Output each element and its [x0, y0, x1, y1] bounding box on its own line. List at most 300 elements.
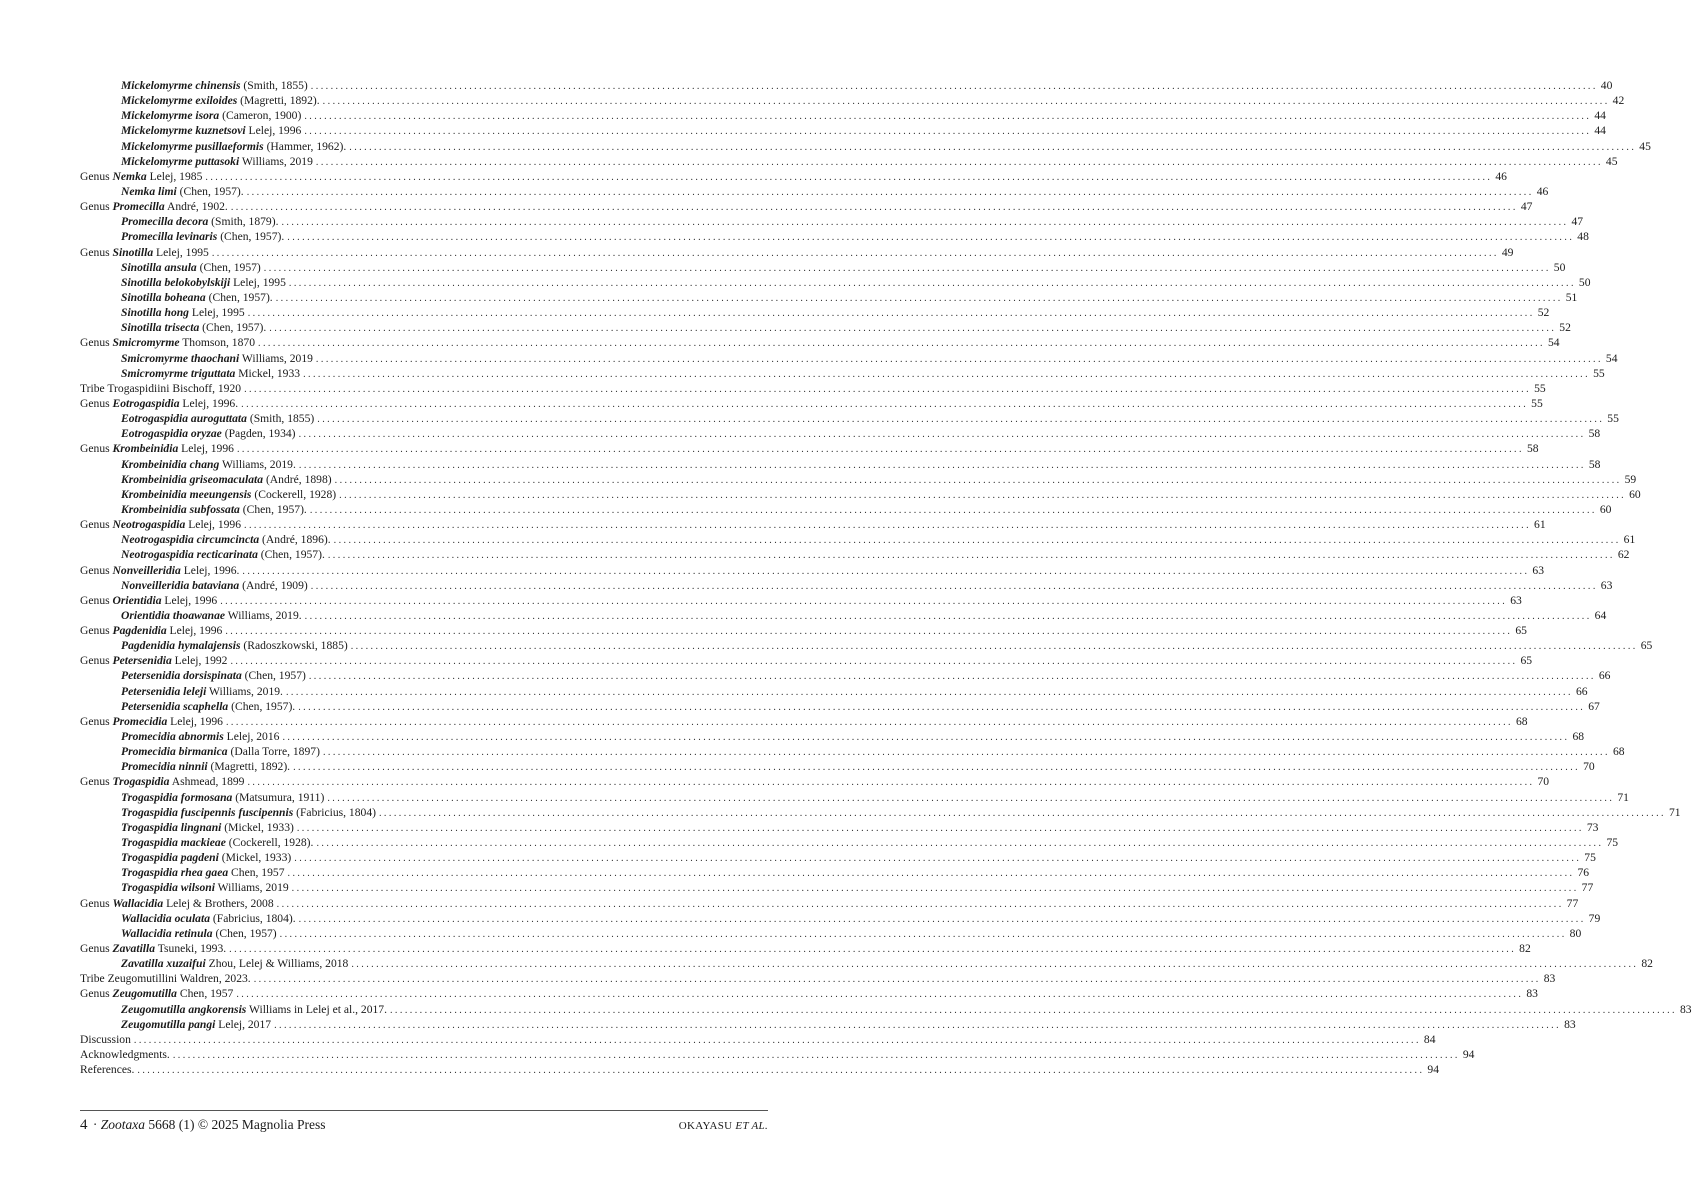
toc-entry [80, 699, 1600, 714]
toc-entry [80, 517, 1546, 532]
toc-entry-name: Promecilla decora [121, 215, 209, 229]
toc-entry-page: 60 [1599, 502, 1612, 516]
toc-entry-page: 59 [1624, 472, 1637, 486]
toc-entry [80, 229, 1589, 244]
toc-entry-page: 49 [1501, 245, 1514, 259]
toc-entry-name: Trogaspidia formosana [121, 790, 233, 804]
toc-entry-name: Wallacidia [112, 896, 164, 910]
toc-entry [80, 563, 1545, 578]
toc-entry [80, 956, 1653, 971]
toc-entry-name: Promecidia [112, 714, 168, 728]
toc-entry [80, 123, 1606, 138]
toc-entry-name: Sinotilla belokobylskiji [121, 275, 231, 289]
toc-entry-authority: (Cameron, 1900) [219, 109, 302, 123]
dot-leader: .................................................................................................................................................................................................................................................................... [287, 868, 1575, 880]
toc-entry-authority: (Chen, 1957). [217, 230, 285, 244]
dot-leader: .................................................................................................................................................................................................................................................................... [230, 202, 1518, 214]
toc-entry [80, 320, 1571, 335]
toc-entry-name: Smicromyrme [112, 336, 180, 350]
toc-entry-authority: Lelej, 1985 [146, 169, 203, 183]
toc-entry-prefix: Genus [80, 624, 113, 638]
toc-entry-page: 70 [1537, 775, 1550, 789]
toc-entry [80, 744, 1625, 759]
toc-entry [80, 502, 1612, 517]
dot-leader: .................................................................................................................................................................................................................................................................... [172, 1050, 1460, 1061]
toc-entry-prefix: Genus [80, 396, 113, 410]
footer-divider [80, 1110, 768, 1111]
dot-leader: .................................................................................................................................................................................................................................................................... [389, 1004, 1677, 1016]
toc-entry-name: Mickelomyrme kuznetsovi [121, 124, 246, 138]
dot-leader: .................................................................................................................................................................................................................................................................... [241, 398, 1529, 410]
toc-entry-name: Tribe Zeugomutillini Waldren, 2023. [80, 972, 251, 986]
toc-entry [80, 335, 1560, 350]
toc-entry [80, 426, 1601, 441]
toc-entry [80, 1017, 1576, 1032]
toc-entry-authority: (Chen, 1957). [199, 321, 267, 335]
toc-entry-page: 47 [1571, 215, 1584, 229]
toc-entry-page: 62 [1617, 548, 1630, 562]
toc-entry-prefix: Genus [80, 169, 113, 183]
table-of-contents [80, 78, 1692, 1077]
toc-entry [80, 820, 1599, 835]
toc-entry-name: Wallacidia retinula [121, 926, 213, 940]
running-authors [679, 1120, 768, 1132]
toc-entry-label [121, 684, 283, 699]
dot-leader: .................................................................................................................................................................................................................................................................... [274, 1019, 1562, 1031]
toc-entry [80, 805, 1681, 820]
toc-entry-name: Pagdenidia [112, 624, 167, 638]
toc-entry-name: Zeugomutilla [112, 987, 177, 1001]
toc-entry-authority: Chen, 1957 [228, 866, 285, 880]
toc-entry-page: 83 [1564, 1017, 1576, 1031]
dot-leader: .................................................................................................................................................................................................................................................................... [244, 520, 1532, 532]
dot-leader: .................................................................................................................................................................................................................................................................... [298, 701, 1586, 713]
toc-entry-label [121, 411, 314, 426]
toc-entry-page: 64 [1594, 608, 1607, 622]
toc-entry-label [80, 774, 244, 789]
toc-entry-prefix: Genus [80, 442, 113, 456]
toc-entry-authority: (Mickel, 1933) [218, 851, 292, 865]
toc-entry-name: Sinotilla boheana [121, 290, 206, 304]
toc-entry [80, 245, 1514, 260]
toc-entry-page: 58 [1588, 427, 1601, 441]
toc-entry-authority: (Smith, 1855) [246, 412, 315, 426]
toc-entry [80, 835, 1619, 850]
toc-entry-authority: André, 1902. [164, 200, 228, 214]
dot-leader: .................................................................................................................................................................................................................................................................... [293, 762, 1581, 774]
dot-leader: .................................................................................................................................................................................................................................................................... [350, 641, 1638, 653]
toc-entry-authority: Tsuneki, 1993. [155, 942, 227, 956]
toc-entry [80, 351, 1618, 366]
toc-entry [80, 578, 1613, 593]
toc-entry-authority: (Chen, 1957) [212, 926, 277, 940]
toc-entry-authority: Williams, 2019 [239, 154, 313, 168]
toc-entry-name: Zeugomutilla angkorensis [121, 1002, 247, 1016]
toc-entry-name: Wallacidia oculata [121, 911, 210, 925]
toc-entry-page: 63 [1510, 593, 1522, 607]
toc-entry [80, 729, 1585, 744]
toc-entry-page: 65 [1640, 639, 1653, 653]
toc-entry-authority: (Cockerell, 1928). [225, 836, 314, 850]
dot-leader: .................................................................................................................................................................................................................................................................... [253, 974, 1541, 986]
dot-leader: .................................................................................................................................................................................................................................................................... [291, 883, 1579, 895]
dot-leader: .................................................................................................................................................................................................................................................................... [296, 822, 1584, 834]
toc-entry-label [121, 850, 291, 865]
toc-entry-name: Sinotilla hong [121, 306, 189, 320]
toc-entry-name: Trogaspidia wilsoni [121, 881, 215, 895]
toc-entry [80, 169, 1507, 184]
toc-entry-page: 77 [1566, 896, 1579, 910]
dot-leader: .................................................................................................................................................................................................................................................................... [230, 656, 1518, 668]
toc-entry-name: Orientidia thoawanae [121, 608, 226, 622]
toc-entry-authority: Chen, 1957 [176, 987, 234, 1001]
toc-entry-page: 94 [1462, 1048, 1475, 1061]
toc-entry-authority: Lelej, 1996 [245, 124, 302, 138]
toc-entry-authority: Lelej, 1996 [178, 442, 234, 456]
toc-entry-prefix: Genus [80, 518, 113, 532]
toc-entry-page: 52 [1559, 321, 1571, 335]
toc-entry-authority: Mickel, 1933 [235, 366, 301, 380]
toc-entry [80, 214, 1584, 229]
toc-entry-name: Petersenidia leleji [121, 684, 207, 698]
toc-entry-authority: Lelej, 1996 [185, 518, 242, 532]
toc-entry-name: Mickelomyrme puttasoki [121, 154, 240, 168]
dot-leader: .................................................................................................................................................................................................................................................................... [333, 535, 1621, 547]
toc-entry-label [121, 154, 313, 169]
toc-entry [80, 880, 1594, 895]
toc-entry-label [80, 335, 255, 350]
toc-entry-name: Trogaspidia lingnani [121, 820, 222, 834]
dot-leader: .................................................................................................................................................................................................................................................................... [247, 777, 1535, 789]
toc-entry [80, 260, 1566, 275]
dot-leader: .................................................................................................................................................................................................................................................................... [316, 838, 1604, 850]
dot-leader: .................................................................................................................................................................................................................................................................... [298, 913, 1586, 925]
dot-leader: .................................................................................................................................................................................................................................................................... [310, 81, 1598, 92]
toc-entry-authority: (Fabricius, 1804) [293, 805, 376, 819]
toc-entry-authority: Thomson, 1870 [179, 336, 255, 350]
toc-entry-authority: Williams, 2019 [214, 881, 289, 895]
toc-entry [80, 441, 1539, 456]
dot-leader: .................................................................................................................................................................................................................................................................... [322, 747, 1610, 759]
toc-entry-page: 55 [1531, 396, 1543, 410]
toc-entry-name: Neotrogaspidia circumcincta [121, 533, 260, 547]
toc-entry-name: Promecilla [112, 200, 165, 214]
toc-entry-prefix: Genus [80, 336, 113, 350]
toc-entry-name: Mickelomyrme exiloides [121, 94, 238, 108]
toc-entry-name: Krombeinidia griseomaculata [121, 472, 264, 486]
toc-entry-name: Mickelomyrme isora [121, 109, 220, 123]
dot-leader: .................................................................................................................................................................................................................................................................... [298, 459, 1586, 471]
toc-entry-authority: Lelej, 1995 [153, 245, 209, 259]
toc-entry-prefix: Genus [80, 654, 113, 668]
toc-entry-name: Trogaspidia fuscipennis fuscipennis [121, 805, 294, 819]
toc-entry-page: 68 [1572, 730, 1585, 744]
toc-entry-authority: (Chen, 1957). [257, 548, 325, 562]
dot-leader: .................................................................................................................................................................................................................................................................... [378, 807, 1666, 819]
toc-entry-page: 75 [1584, 851, 1596, 865]
dot-leader: .................................................................................................................................................................................................................................................................... [304, 111, 1592, 123]
toc-entry [80, 714, 1528, 729]
toc-entry-name: Sinotilla [112, 245, 154, 259]
toc-entry-label [80, 381, 241, 396]
dot-leader: .................................................................................................................................................................................................................................................................... [315, 353, 1603, 365]
toc-entry-name: Mickelomyrme chinensis [121, 79, 241, 92]
toc-entry-label [121, 123, 301, 138]
toc-entry-page: 46 [1536, 184, 1549, 198]
toc-entry [80, 941, 1531, 956]
toc-entry [80, 653, 1533, 668]
toc-entry-name: Neotrogaspidia [112, 518, 186, 532]
toc-entry-label [121, 608, 302, 623]
toc-entry-label [80, 1047, 170, 1062]
toc-entry-label [121, 305, 245, 320]
toc-entry-name: Promecidia birmanica [121, 745, 228, 759]
toc-entry-label [80, 714, 223, 729]
toc-entry-prefix: Genus [80, 200, 113, 214]
dot-leader: .................................................................................................................................................................................................................................................................... [310, 580, 1598, 592]
dot-leader: .................................................................................................................................................................................................................................................................... [317, 414, 1605, 426]
toc-entry-label [121, 487, 336, 502]
dot-leader: .................................................................................................................................................................................................................................................................... [287, 232, 1575, 244]
toc-entry [80, 638, 1653, 653]
toc-entry [80, 850, 1596, 865]
toc-entry-label [121, 260, 261, 275]
toc-entry-name: Petersenidia scaphella [121, 699, 229, 713]
toc-entry-authority: Lelej, 1996 [161, 593, 218, 607]
toc-entry-prefix: Genus [80, 593, 113, 607]
toc-entry-page: 73 [1586, 820, 1599, 834]
toc-entry-name: Sinotilla ansula [121, 260, 197, 274]
toc-entry-name: Trogaspidia pagdeni [121, 851, 219, 865]
toc-entry-prefix: Genus [80, 896, 113, 910]
toc-entry-label [121, 502, 307, 517]
toc-entry-label [121, 1017, 271, 1032]
toc-entry-name: Promecidia ninnii [121, 760, 208, 774]
toc-entry-authority: (Chen, 1957) [196, 260, 261, 274]
toc-entry-authority: (Magretti, 1892). [207, 760, 291, 774]
toc-entry [80, 139, 1651, 154]
toc-entry-name: Zeugomutilla pangi [121, 1017, 216, 1031]
toc-entry-name: Krombeinidia chang [121, 457, 220, 471]
dot-leader: .................................................................................................................................................................................................................................................................... [220, 595, 1508, 607]
toc-entry-name: Krombeinidia meeungensis [121, 487, 252, 501]
toc-entry-label [121, 351, 313, 366]
toc-entry-page: 55 [1593, 366, 1605, 380]
dot-leader: .................................................................................................................................................................................................................................................................... [258, 338, 1545, 350]
dot-leader: .................................................................................................................................................................................................................................................................... [263, 262, 1551, 274]
toc-entry-label [80, 896, 274, 911]
toc-entry-authority: Lelej, 1995 [230, 275, 286, 289]
toc-entry-label [80, 441, 234, 456]
toc-entry [80, 472, 1637, 487]
toc-entry-name: Petersenidia dorsispinata [121, 669, 242, 683]
toc-entry-label [121, 956, 348, 971]
toc-entry-page: 40 [1600, 79, 1613, 92]
toc-entry-page: 54 [1605, 351, 1618, 365]
toc-entry [80, 275, 1591, 290]
toc-entry-label [121, 638, 348, 653]
toc-entry [80, 668, 1611, 683]
toc-entry-label [121, 457, 296, 472]
toc-entry [80, 411, 1619, 426]
toc-entry-page: 68 [1612, 745, 1625, 759]
dot-leader: .................................................................................................................................................................................................................................................................... [349, 141, 1637, 153]
toc-entry-authority: Zhou, Lelej & Williams, 2018 [205, 957, 349, 971]
toc-entry [80, 366, 1605, 381]
toc-entry-page: 61 [1623, 533, 1636, 547]
toc-entry-page: 79 [1588, 911, 1601, 925]
toc-entry-authority: Williams, 2019. [219, 457, 296, 471]
dot-leader: .................................................................................................................................................................................................................................................................... [244, 383, 1532, 395]
toc-entry-name: Trogaspidia [112, 775, 170, 789]
toc-entry-name: Promecidia abnormis [121, 730, 224, 744]
toc-entry-authority: Williams, 2019. [225, 608, 302, 622]
toc-entry-page: 50 [1578, 275, 1591, 289]
toc-entry-label [80, 169, 202, 184]
toc-entry-authority: Williams in Lelej et al., 2017. [246, 1002, 387, 1016]
toc-entry-label [121, 578, 308, 593]
toc-entry-name: Nemka limi [121, 184, 177, 198]
toc-entry-label [121, 926, 277, 941]
toc-entry-page: 45 [1639, 139, 1651, 153]
footer-separator: · [89, 1117, 101, 1132]
toc-entry-page: 83 [1543, 972, 1556, 986]
toc-entry-page: 42 [1612, 94, 1625, 108]
toc-entry-name: Nonveilleridia [112, 563, 181, 577]
toc-entry-authority: (Chen, 1957). [228, 699, 296, 713]
toc-entry-page: 77 [1581, 881, 1594, 895]
toc-entry [80, 926, 1582, 941]
toc-entry-name: Orientidia [112, 593, 162, 607]
toc-entry [80, 623, 1527, 638]
toc-entry-page: 65 [1520, 654, 1533, 668]
toc-entry-label [121, 366, 300, 381]
dot-leader: .................................................................................................................................................................................................................................................................... [304, 126, 1592, 138]
dot-leader: .................................................................................................................................................................................................................................................................... [294, 853, 1582, 865]
toc-entry-page: 82 [1641, 957, 1653, 971]
dot-leader: .................................................................................................................................................................................................................................................................... [334, 474, 1622, 486]
toc-entry-authority: Williams, 2019. [206, 684, 283, 698]
dot-leader: .................................................................................................................................................................................................................................................................... [298, 429, 1586, 441]
toc-entry-label [121, 911, 296, 926]
toc-entry [80, 78, 1613, 93]
toc-entry-authority: (Smith, 1879). [208, 215, 279, 229]
dot-leader: .................................................................................................................................................................................................................................................................... [327, 550, 1615, 562]
toc-entry-authority: Lelej & Brothers, 2008 [163, 896, 274, 910]
toc-entry-page: 54 [1548, 336, 1560, 350]
toc-entry-label [121, 835, 313, 850]
toc-entry-page: 84 [1423, 1032, 1436, 1046]
toc-entry-page: 71 [1668, 805, 1681, 819]
toc-entry-authority: (Fabricius, 1804). [210, 911, 296, 925]
dot-leader: .................................................................................................................................................................................................................................................................... [304, 610, 1592, 622]
toc-entry-label [121, 320, 266, 335]
toc-entry-name: Zavatilla xuzaifui [121, 957, 206, 971]
page-footer [80, 1117, 768, 1134]
toc-entry-authority: (Radoszkowski, 1885) [240, 639, 348, 653]
dot-leader: .................................................................................................................................................................................................................................................................... [242, 565, 1530, 577]
toc-entry-label [80, 593, 217, 608]
toc-entry-name: Trogaspidia rhea gaea [121, 866, 229, 880]
footer-citation [80, 1117, 326, 1134]
toc-entry-page: 60 [1629, 487, 1641, 501]
toc-entry [80, 532, 1636, 547]
toc-entry-label [121, 229, 284, 244]
toc-entry-label [80, 941, 226, 956]
toc-entry-name: Eotrogaspidia [112, 396, 180, 410]
toc-entry [80, 971, 1556, 986]
toc-entry-page: 51 [1565, 290, 1578, 304]
toc-entry-name: References. [80, 1063, 135, 1077]
dot-leader: .................................................................................................................................................................................................................................................................... [285, 686, 1573, 698]
toc-entry-name: Eotrogaspidia oryzae [121, 427, 222, 441]
toc-entry-name: Trogaspidia mackieae [121, 836, 226, 850]
toc-entry-authority: Williams, 2019 [239, 351, 313, 365]
toc-entry-authority: Ashmead, 1899 [169, 775, 245, 789]
toc-entry-label [121, 184, 244, 199]
toc-entry-page: 75 [1606, 836, 1619, 850]
toc-entry-prefix: Genus [80, 714, 113, 728]
toc-entry [80, 396, 1543, 411]
toc-entry-authority: Lelej, 2016 [223, 730, 280, 744]
dot-leader: .................................................................................................................................................................................................................................................................... [236, 989, 1524, 1001]
toc-entry [80, 93, 1625, 108]
toc-entry-authority: (André, 1909) [239, 578, 308, 592]
toc-entry [80, 986, 1538, 1001]
toc-entry-prefix: Genus [80, 942, 113, 956]
toc-entry-name: Smicromyrme thaochani [121, 351, 240, 365]
toc-entry-authority: Lelej, 1996. [180, 563, 240, 577]
toc-entry-page: 67 [1588, 699, 1600, 713]
toc-entry [80, 911, 1601, 926]
toc-entry-authority: (Chen, 1957) [241, 669, 306, 683]
dot-leader: .................................................................................................................................................................................................................................................................... [229, 944, 1517, 956]
toc-entry-name: Smicromyrme triguttata [121, 366, 236, 380]
dot-leader: .................................................................................................................................................................................................................................................................... [225, 716, 1513, 728]
toc-entry-label [121, 759, 290, 774]
toc-entry-authority: Lelej, 2017 [215, 1017, 272, 1031]
toc-entry-authority: (Magretti, 1892). [237, 94, 320, 108]
toc-entry [80, 684, 1588, 699]
toc-entry-prefix: Genus [80, 563, 113, 577]
toc-entry [80, 759, 1595, 774]
toc-entry-page: 55 [1534, 381, 1546, 395]
dot-leader: .................................................................................................................................................................................................................................................................... [279, 928, 1567, 940]
dot-leader: .................................................................................................................................................................................................................................................................... [282, 732, 1570, 744]
toc-entry-page: 50 [1553, 260, 1566, 274]
toc-entry-page: 83 [1679, 1002, 1692, 1016]
toc-entry-page: 68 [1515, 714, 1528, 728]
dot-leader: .................................................................................................................................................................................................................................................................... [276, 898, 1564, 910]
toc-entry-page: 76 [1577, 866, 1590, 880]
authors-etal: ET AL. [735, 1120, 768, 1132]
dot-leader: .................................................................................................................................................................................................................................................................... [247, 308, 1535, 320]
toc-entry [80, 305, 1550, 320]
authors-name: OKAYASU [678, 1120, 736, 1132]
toc-entry [80, 1047, 1475, 1062]
journal-name: Zootaxa [100, 1117, 146, 1132]
dot-leader: .................................................................................................................................................................................................................................................................... [339, 489, 1627, 501]
toc-entry-name: Acknowledgments. [80, 1048, 170, 1061]
dot-leader: .................................................................................................................................................................................................................................................................... [137, 1065, 1425, 1077]
toc-entry-authority: (Chen, 1957). [239, 502, 307, 516]
toc-entry-page: 82 [1519, 942, 1531, 956]
dot-leader: .................................................................................................................................................................................................................................................................... [303, 368, 1591, 380]
toc-entry-label [121, 547, 325, 562]
toc-entry-page: 47 [1520, 200, 1533, 214]
dot-leader: .................................................................................................................................................................................................................................................................... [133, 1034, 1421, 1046]
toc-entry-label [121, 1002, 387, 1017]
